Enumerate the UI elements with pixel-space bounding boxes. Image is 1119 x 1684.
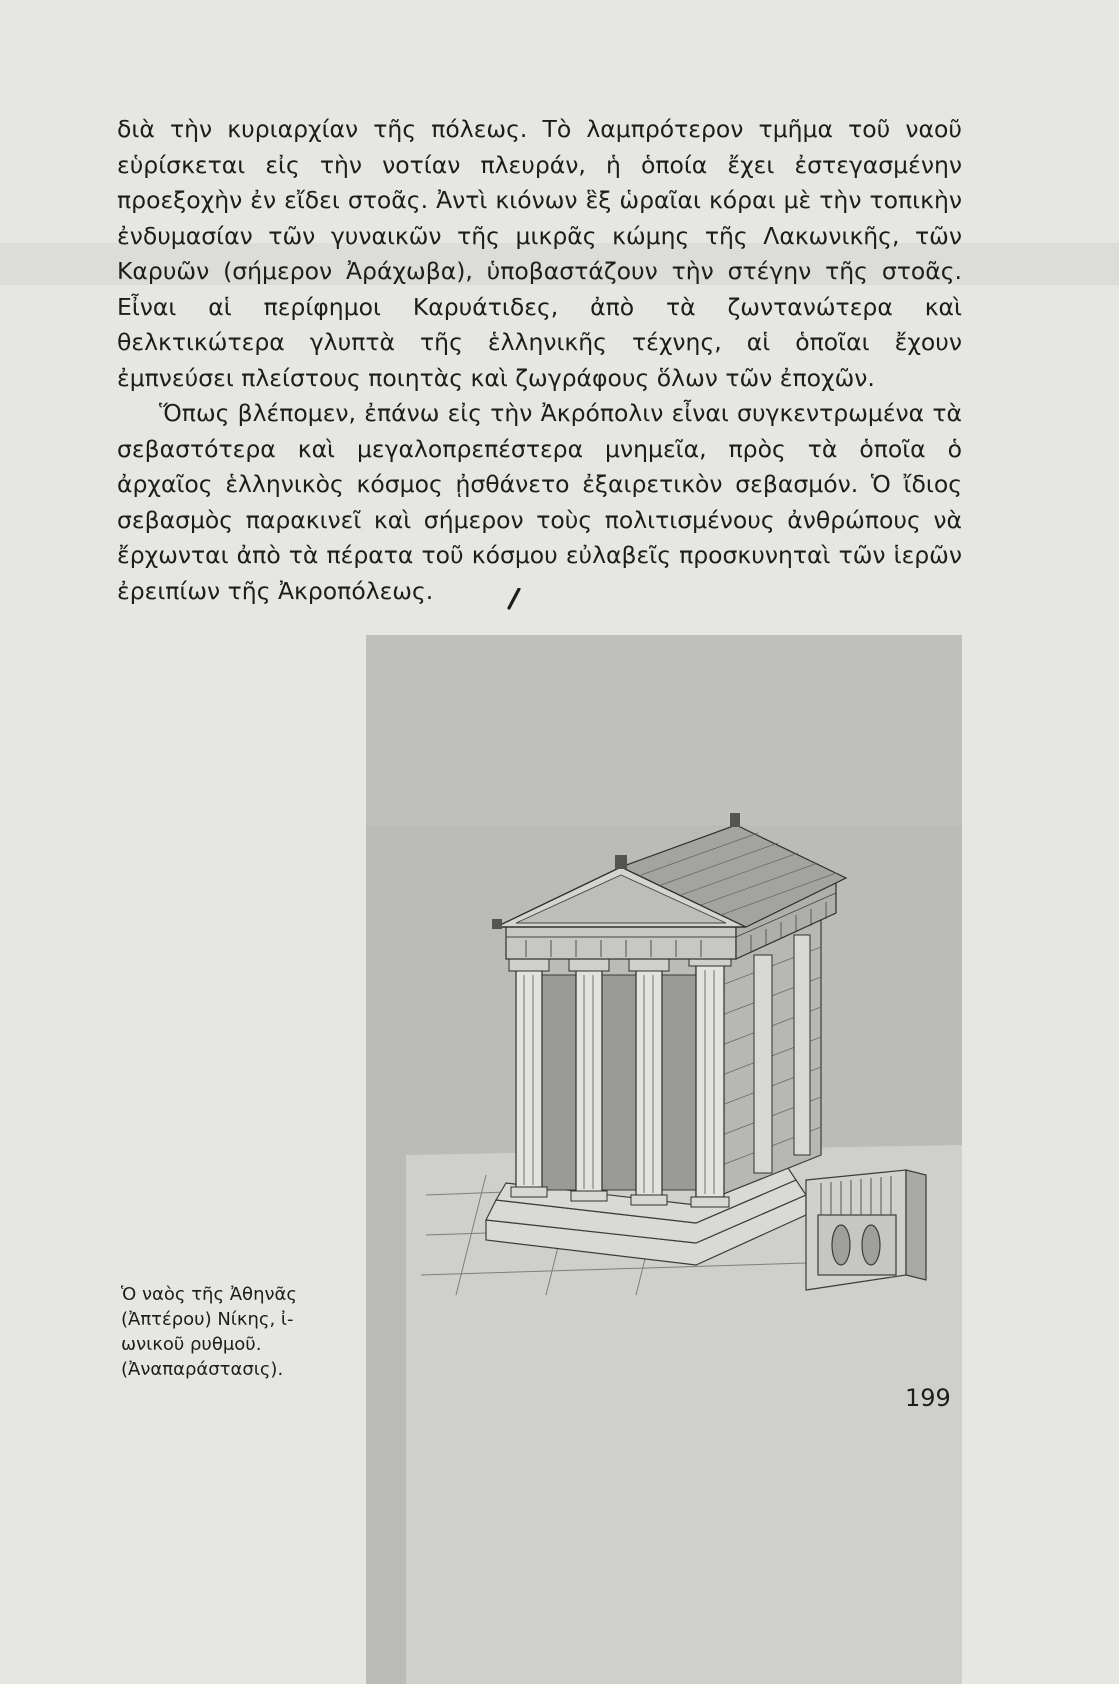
page-number: 199 bbox=[905, 1384, 951, 1412]
paragraph: Ὅπως βλέπομεν, ἐπάνω εἰς τὴν Ἀκρόπολιν εἶναι συγκεντρωμένα τὰ σεβαστότερα καὶ μεγαλοπρεπέστερα μνημεῖα, πρὸς τὰ ὁποῖα ὁ ἀρχαῖος ἑλληνικὸς κόσμος ᾐσθάνετο ἐξαιρετικὸν σεβασμόν. Ὁ ἴδιος σεβασμὸς παρακινεῖ καὶ σήμερον τοὺς πολιτισμένους ἀνθρώπους νὰ ἔρχωνται ἀπὸ τὰ πέρατα τοῦ κόσμου εὐλαβεῖς προσκυνηταὶ τῶν ἱερῶν ἐρειπίων τῆς Ἀκροπόλεως. bbox=[117, 399, 962, 605]
figure-caption bbox=[121, 1282, 351, 1382]
body-text bbox=[117, 112, 962, 609]
caption-line: ωνικοῦ ρυθμοῦ. bbox=[121, 1334, 262, 1355]
pencil-mark-icon bbox=[505, 588, 523, 610]
caption-line: (Ἀναπαράστασις). bbox=[121, 1359, 284, 1380]
paragraph: διὰ τὴν κυριαρχίαν τῆς πόλεως. Τὸ λαμπρότερον τμῆμα τοῦ ναοῦ εὑρίσκεται εἰς τὴν νοτίαν πλευράν, ἡ ὁποία ἔχει ἐστεγασμένην προεξοχὴν ἐν εἴδει στοᾶς. Ἀντὶ κιόνων ἓξ ὡραῖαι κόραι μὲ τὴν τοπικὴν ἐνδυμασίαν τῶν γυναικῶν τῆς μικρᾶς κώμης τῆς Λακωνικῆς, τῶν Καρυῶν (σήμερον Ἀράχωβα), ὑποβαστάζουν τὴν στέγην τῆς στοᾶς. Εἶναι αἱ περίφημοι Καρυάτιδες, ἀπὸ τὰ ζωντανώτερα καὶ θελκτικώτερα γλυπτὰ τῆς ἑλληνικῆς τέχνης, αἱ ὁποῖαι ἔχουν ἐμπνεύσει πλείστους ποιητὰς καὶ ζωγράφους ὅλων τῶν ἐποχῶν. bbox=[117, 115, 962, 392]
caption-line: Ὁ ναὸς τῆς Ἀθηνᾶς bbox=[121, 1284, 297, 1305]
temple-illustration bbox=[366, 635, 962, 1684]
caption-line: (Ἀπτέρου) Νίκης, ἰ- bbox=[121, 1309, 294, 1330]
